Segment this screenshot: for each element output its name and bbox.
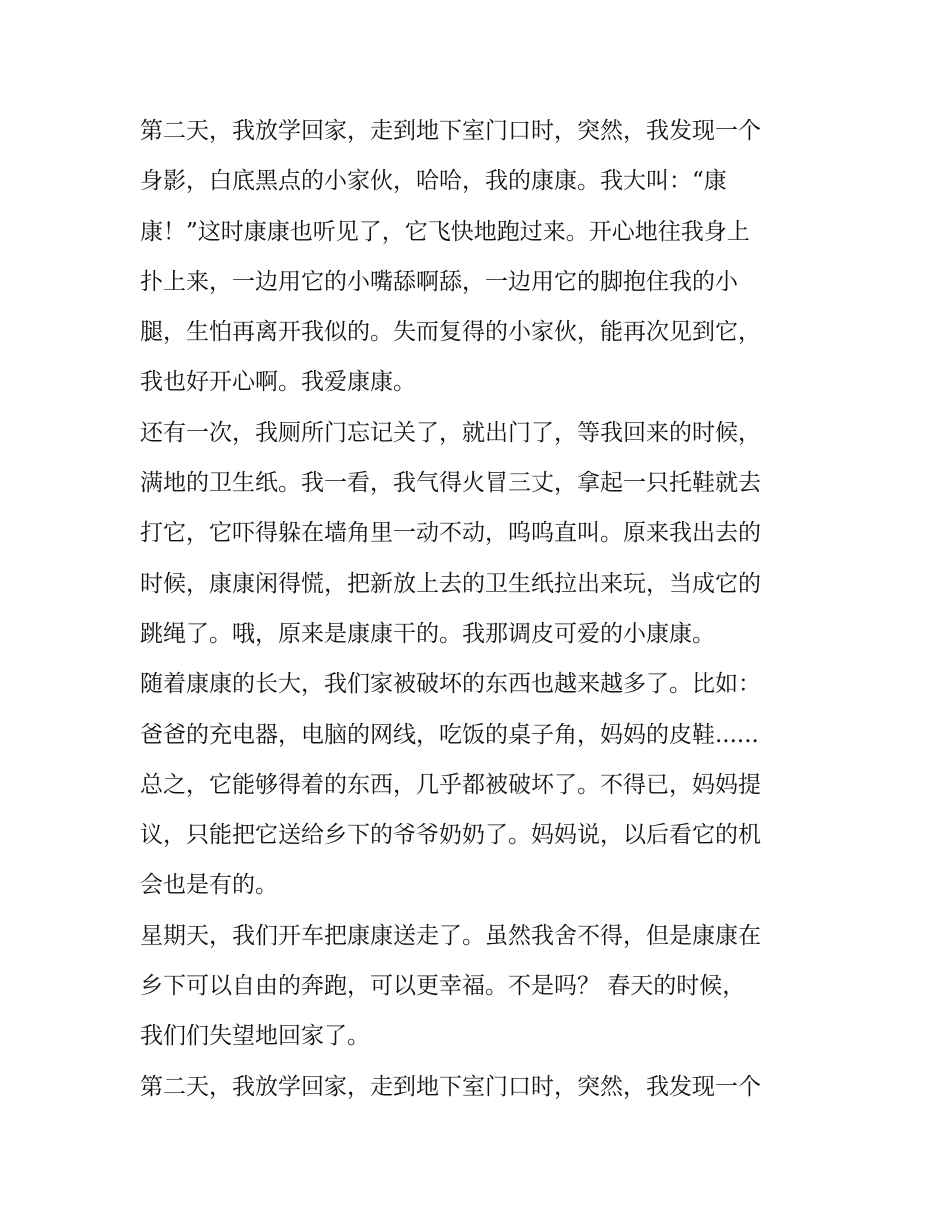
- text-line: 腿，生怕再离开我似的。失而复得的小家伙，能再次见到它，: [140, 319, 761, 346]
- text-line: 第二天，我放学回家，走到地下室门口时，突然，我发现一个: [140, 118, 761, 144]
- text-line: 跳绳了。哦，原来是康康干的。我那调皮可爱的小康康。: [140, 620, 715, 647]
- text-line: 议，只能把它送给乡下的爷爷奶奶了。妈妈说，以后看它的机: [140, 822, 761, 849]
- text-line: 总之，它能够得着的东西，几乎都被破坏了。不得已，妈妈提: [140, 771, 761, 798]
- text-line: 乡下可以自由的奔跑，可以更幸福。不是吗？ 春天的时候，: [140, 973, 746, 1000]
- text-line: 我们们失望地回家了。: [140, 1023, 370, 1050]
- text-line: 扑上来，一边用它的小嘴舔啊舔，一边用它的脚抱住我的小: [140, 268, 738, 295]
- text-line: 康！”这时康康也听见了，它飞快地跑过来。开心地往我身上: [140, 218, 750, 245]
- text-line: 随着康康的长大，我们家被破坏的东西也越来越多了。比如：: [140, 671, 761, 698]
- essay-text: [140, 106, 820, 1112]
- text-line: 第二天，我放学回家，走到地下室门口时，突然，我发现一个: [140, 1073, 761, 1100]
- text-line: 会也是有的。: [140, 872, 278, 899]
- text-line: 时候，康康闲得慌，把新放上去的卫生纸拉出来玩，当成它的: [140, 570, 761, 597]
- text-line: 还有一次，我厕所门忘记关了，就出门了，等我回来的时候，: [140, 419, 761, 446]
- text-line: 身影，白底黑点的小家伙，哈哈，我的康康。我大叫：“康: [140, 168, 727, 195]
- text-line: 满地的卫生纸。我一看，我气得火冒三丈，拿起一只托鞋就去: [140, 470, 761, 497]
- text-line: 我也好开心啊。我爱康康。: [140, 369, 416, 396]
- text-line: 星期天，我们开车把康康送走了。虽然我舍不得，但是康康在: [140, 922, 761, 949]
- text-line: 打它，它吓得躲在墙角里一动不动，呜呜直叫。原来我出去的: [140, 520, 761, 547]
- text-line: 爸爸的充电器，电脑的网线，吃饭的桌子角，妈妈的皮鞋......: [140, 721, 759, 748]
